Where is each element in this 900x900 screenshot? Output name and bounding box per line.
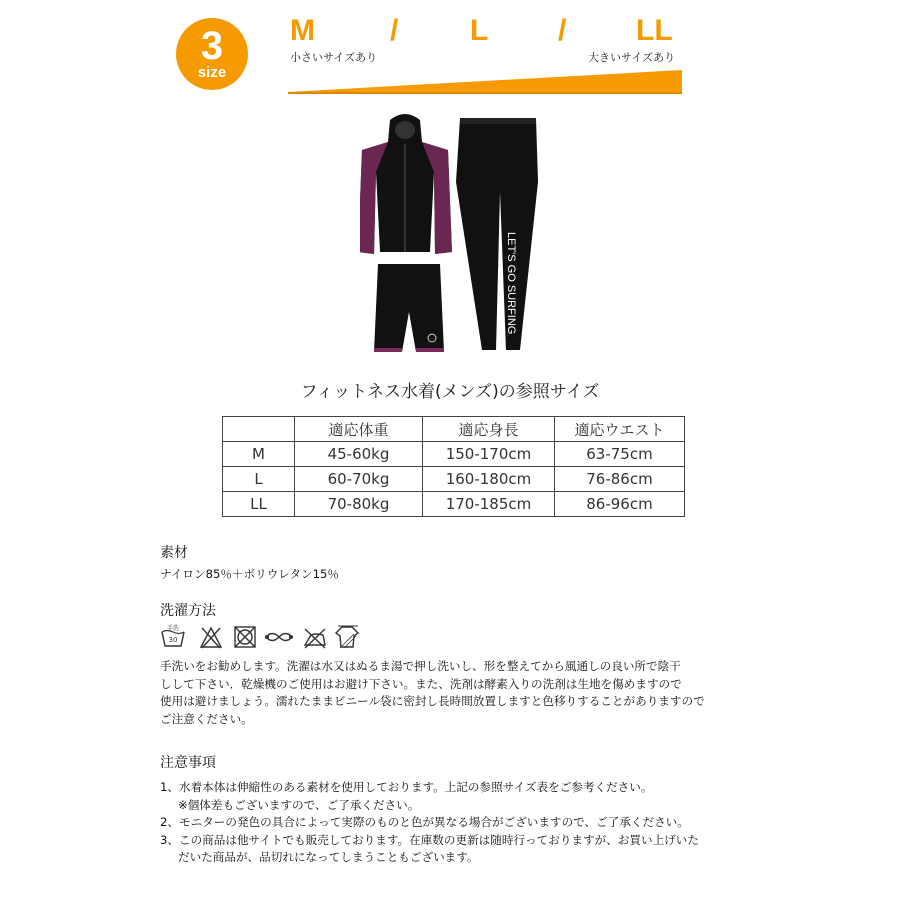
note-line: 2、モニターの発色の具合によって実際のものと色が異なる場合がございますので、ご了承ください。	[160, 815, 689, 830]
header-cell: 適応体重	[295, 417, 423, 442]
material-text: ナイロン85％＋ポリウレタン15％	[160, 567, 339, 581]
table-header-row	[223, 417, 685, 442]
header-cell: 適応身長	[423, 417, 555, 442]
no-tumble-dry-icon	[232, 624, 258, 650]
table-row	[223, 442, 685, 467]
swim-shorts	[374, 264, 444, 352]
no-iron-icon	[302, 624, 328, 650]
table-cell: LL	[223, 492, 295, 517]
washing-line: ご注意ください。	[160, 711, 253, 726]
material-heading: 素材	[160, 545, 188, 561]
washing-line: 使用は避けましょう。濡れたままビニール袋に密封し長時間放置しますと色移りすることがありますので	[160, 694, 705, 708]
washing-line: 手洗いをお勧めします。洗濯は水又はぬるま湯で押し洗いし、形を整えてから風通しの良い所で陰干	[160, 659, 681, 673]
hand-wash-30-icon	[160, 624, 186, 650]
hand-wash-temp: 30	[168, 636, 178, 644]
no-bleach-icon	[198, 624, 224, 650]
table-cell: 70-80kg	[295, 492, 423, 517]
small-size-note: 小さいサイズあり	[290, 51, 378, 64]
large-size-note: 大きいサイズあり	[588, 51, 676, 64]
hand-wash-label: 手洗	[166, 625, 180, 632]
table-cell: 45-60kg	[295, 442, 423, 467]
note-line: ※個体差もございますので、ご了承ください。	[178, 797, 420, 812]
table-row	[223, 467, 685, 492]
size-table-title: フィットネス水着(メンズ)の参照サイズ	[300, 382, 600, 402]
washing-line: しして下さい．乾燥機のご使用はお避け下さい。また、洗剤は酵素入りの洗剤は生地を傷めますので	[160, 676, 682, 691]
note-line: 3、この商品は他サイトでも販売しております。在庫数の更新は随時行っておりますが、お買い上げいた	[160, 832, 699, 847]
size-ll-label: LL	[636, 14, 673, 47]
size-options	[290, 14, 680, 48]
washing-heading: 洗濯方法	[160, 603, 216, 619]
swim-leggings	[456, 118, 538, 350]
notes-list	[160, 779, 699, 867]
table-cell: 170-185cm	[423, 492, 555, 517]
size-table	[222, 416, 685, 517]
size-m-label: M	[290, 14, 315, 47]
notes-heading: 注意事項	[160, 755, 216, 771]
header-cell: 適応ウエスト	[555, 417, 685, 442]
leggings-print-text: LET'S GO SURFING	[505, 232, 517, 335]
size-slash-2: /	[558, 14, 567, 47]
table-cell: L	[223, 467, 295, 492]
header-cell	[223, 417, 295, 442]
washing-text	[160, 658, 705, 728]
table-cell: 60-70kg	[295, 467, 423, 492]
table-row	[223, 492, 685, 517]
size-slash-1: /	[390, 14, 399, 47]
wring-gently-icon	[264, 624, 294, 650]
size-l-label: L	[470, 14, 489, 47]
shade-dry-icon	[334, 624, 360, 650]
note-line: だいた商品が、品切れになってしまうこともございます。	[178, 850, 479, 865]
product-image	[360, 112, 540, 362]
table-cell: M	[223, 442, 295, 467]
badge-number: 3	[200, 24, 224, 68]
table-cell: 160-180cm	[423, 467, 555, 492]
table-cell: 86-96cm	[555, 492, 685, 517]
orange-swoosh-stripe	[288, 70, 682, 94]
table-cell: 150-170cm	[423, 442, 555, 467]
table-cell: 76-86cm	[555, 467, 685, 492]
note-line: 1、水着本体は伸縮性のある素材を使用しております。上記の参照サイズ表をご参考ください。	[160, 780, 653, 794]
table-cell: 63-75cm	[555, 442, 685, 467]
rash-guard-hoodie	[360, 114, 452, 254]
size-count-badge	[176, 18, 248, 90]
badge-word: size	[197, 64, 227, 81]
